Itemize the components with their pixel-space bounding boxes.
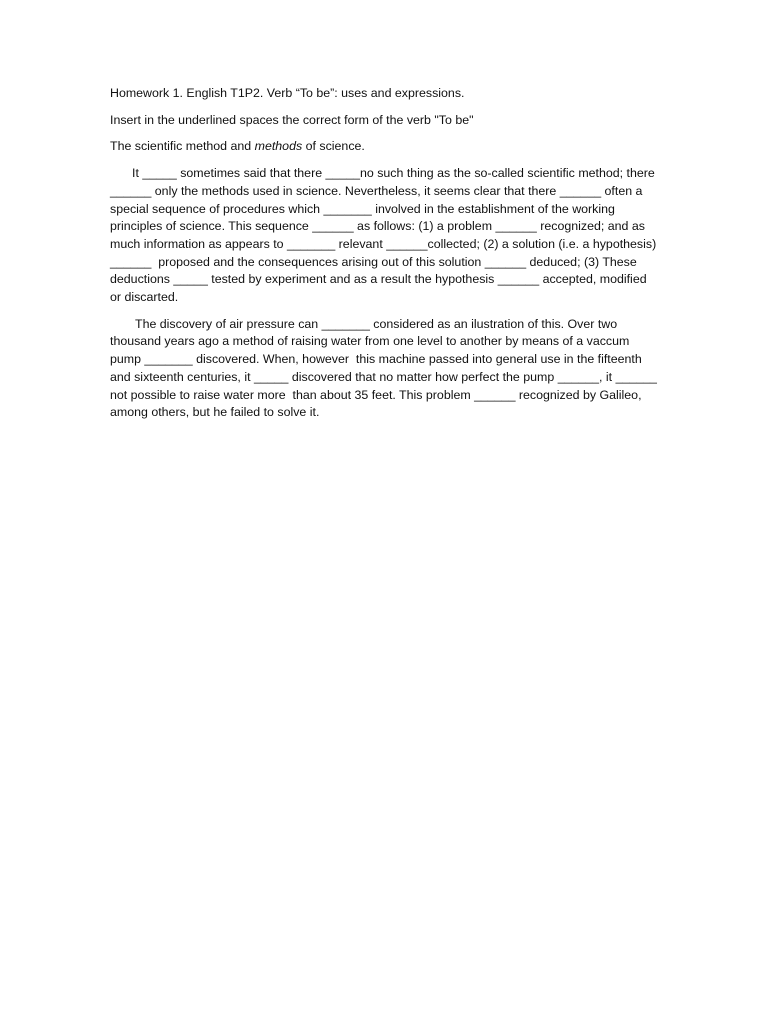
subtitle-part1: The scientific method and bbox=[110, 139, 255, 154]
subtitle-italic: methods bbox=[254, 139, 303, 154]
section-subtitle bbox=[110, 138, 660, 156]
subtitle-part2: of science. bbox=[302, 139, 365, 154]
exercise-paragraph-1: It _____ sometimes said that there _____no such thing as the so-called scientific method; there ______ only the methods used in science. Nevertheless, it seems clear that there ______ often a special sequence of procedures which _______ involved in the establishment of the working principles of science. This sequence ______ as follows: (1) a problem ______ recognized; and as much information as appears to _______ relevant ______collected; (2) a solution (i.e. a hypothesis) ______ proposed and the consequences arising out of this solution ______ deduced; (3) These deductions _____ tested by experiment and as a result the hypothesis ______ accepted, modified or discarted. bbox=[110, 166, 660, 305]
homework-heading: Homework 1. English T1P2. Verb “To be”: uses and expressions. bbox=[110, 86, 465, 100]
instruction-text: Insert in the underlined spaces the correct form of the verb "To be" bbox=[110, 112, 474, 127]
document-page bbox=[110, 85, 660, 431]
exercise-paragraph-2: The discovery of air pressure can _______ considered as an ilustration of this. Over two thousand years ago a method of raising water from one level to another by means of a vaccum pump _______ discovered. When, however this machine passed into general use in the fifteenth and sixteenth centuries, it _____ discovered that no matter how perfect the pump ______, it ______ not possible to raise water more than about 35 feet. This problem ______ recognized by Galileo, among others, but he failed to solve it. bbox=[110, 316, 661, 420]
